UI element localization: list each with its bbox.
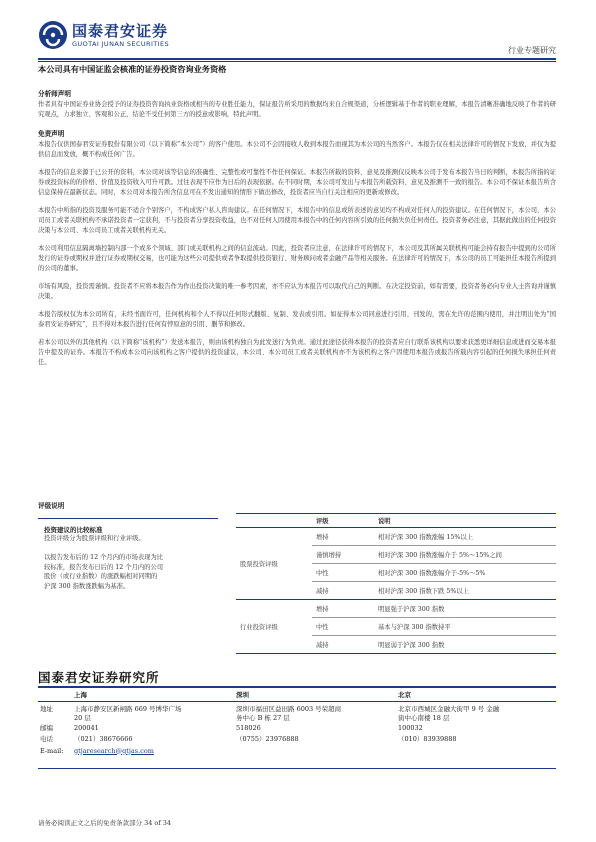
institute-title: 国泰君安证券研究所 bbox=[38, 670, 160, 685]
beijing-postcode: 100032 bbox=[398, 723, 423, 732]
analyst-statement-text: 作者具有中国证券业协会授予的证券投资咨询执业资格或相当的专业胜任能力，保证报告所采用的数据均来自合规渠道，分析逻辑基于作者的职业理解，本报告清晰准确地反映了作者的研究观点，力求独立、客观和公正，结论不受任何第三方的授意或影响，特此声明。 bbox=[38, 101, 556, 118]
shanghai-address bbox=[72, 701, 234, 724]
group-industry: 行业投资评级 bbox=[236, 600, 312, 654]
shanghai-postcode: 200041 bbox=[74, 723, 99, 732]
shenzhen-postcode: 518026 bbox=[236, 723, 261, 732]
office-contact-table bbox=[38, 688, 556, 756]
report-category: 行业专题研究 bbox=[508, 46, 556, 55]
postcode-row bbox=[38, 724, 556, 734]
table-row bbox=[236, 600, 556, 618]
header-divider-thin bbox=[38, 61, 556, 62]
logo-chinese-name: 国泰君安证券 bbox=[72, 21, 169, 40]
rating-desc: 明显强于沪深 300 指数 bbox=[374, 600, 556, 618]
rating-level: 增持 bbox=[312, 600, 374, 618]
email-cell bbox=[72, 745, 556, 757]
rating-level: 中性 bbox=[312, 618, 374, 636]
shanghai-address-line: 上海市静安区新闸路 669 号博华广场 bbox=[74, 704, 182, 713]
table-row bbox=[236, 528, 556, 546]
postcode-label: 邮编 bbox=[40, 723, 53, 732]
disclaimer-paragraph: 本报告版权仅为本公司所有，未经书面许可，任何机构和个人不得以任何形式翻版、复制、发表或引用。如征得本公司同意进行引用、刊发的，需在允许的范围内使用，并注明出处为“国泰君安证券研究”，且不得对本报告进行任何有悖原意的引用、删节和修改。 bbox=[38, 311, 556, 328]
beijing-address-line: 北京市西城区金融大街甲 9 号 金融 bbox=[398, 704, 500, 713]
benchmark-line bbox=[44, 544, 218, 554]
disclaimer-paragraph: 若本公司以外的其他机构（以下简称“该机构”）发送本报告，则由该机构独自为此发送行为负责。通过此途径获得本报告的投资者应自行联系该机构以要求获悉更详细信息或进而交易本报告中提及的证券。本报告不构成本公司向该机构之客户提供的投资建议，本公司、本公司员工或者关联机构亦不为该机构之客户因使用本报告或报告所载内容引起的任何损失承担任何责任。 bbox=[38, 339, 556, 366]
benchmark-title: 投资建议的比较标准 bbox=[44, 526, 103, 534]
page-footer: 请务必阅读正文之后的免责条款部分 34 of 34 bbox=[38, 819, 172, 827]
benchmark-line: 以报告发布后的 12 个月内的市场表现为比 bbox=[44, 554, 164, 561]
rating-level: 谨慎增持 bbox=[312, 546, 374, 564]
disclaimer-content bbox=[38, 82, 556, 376]
rating-level: 减持 bbox=[312, 636, 374, 654]
city-beijing: 北京 bbox=[396, 688, 556, 701]
group-stock: 股票投资评级 bbox=[236, 528, 312, 600]
benchmark-line: 较标准，报告发布日后的 12 个月内的公司 bbox=[44, 563, 164, 571]
beijing-address-line: 街中心南楼 18 层 bbox=[398, 714, 450, 722]
rating-desc: 相对沪深 300 指数涨幅 15%以上 bbox=[374, 528, 556, 546]
rating-level: 增持 bbox=[312, 528, 374, 546]
rating-level: 减持 bbox=[312, 582, 374, 600]
rating-desc: 相对沪深 300 指数涨幅介于 5%～15%之间 bbox=[374, 546, 556, 564]
rating-desc: 明显弱于沪深 300 指数 bbox=[374, 636, 556, 654]
beijing-phone: （010）83939888 bbox=[398, 735, 457, 743]
email-label: E-mail: bbox=[40, 746, 64, 755]
analyst-statement-title: 分析师声明 bbox=[38, 90, 71, 98]
rating-desc: 相对沪深 300 指数下跌 5%以上 bbox=[374, 582, 556, 600]
gtja-logo-icon bbox=[38, 20, 68, 50]
shanghai-phone: （021）38676666 bbox=[74, 735, 133, 743]
table-header-row bbox=[236, 514, 556, 528]
shenzhen-address-line: 深圳市福田区益田路 6003 号荣超商 bbox=[236, 704, 342, 713]
shenzhen-phone: （0755）23976888 bbox=[236, 735, 299, 743]
rating-desc: 相对沪深 300 指数涨幅介于-5%～5% bbox=[374, 564, 556, 582]
beijing-address bbox=[396, 701, 556, 724]
disclaimer-title: 免责声明 bbox=[38, 130, 65, 138]
disclaimer-paragraph: 市场有风险，投资需谨慎。投资者不应将本报告作为作出投资决策的唯一参考因素，亦不应认为本报告可以取代自己的判断。在决定投资前，如有需要，投资者务必向专业人士咨询并谨慎决策。 bbox=[38, 283, 556, 300]
rating-desc: 基本与沪深 300 指数持平 bbox=[374, 618, 556, 636]
office-header-blank bbox=[38, 688, 72, 701]
disclaimer-paragraph: 本报告仅供国泰君安证券股份有限公司（以下简称“本公司”）的客户使用。本公司不会因接收人收到本报告而视其为本公司的当然客户。本报告仅在相关法律许可的情况下发放，并仅为提供信息而发放，概不构成任何广告。 bbox=[38, 141, 556, 158]
page-header bbox=[38, 20, 556, 58]
table-header-group bbox=[236, 514, 312, 528]
benchmark-line: 股价（或行业指数）的涨跌幅相对同期的 bbox=[44, 573, 158, 580]
city-shanghai: 上海 bbox=[72, 688, 234, 701]
disclaimer-paragraph: 本公司利用信息隔离墙控制内部一个或多个领域、部门或关联机构之间的信息流动。因此，投资者应注意，在法律许可的情况下，本公司及其所属关联机构可能会持有报告中提到的公司所发行的证券或期权并进行证券或期权交易，也可能为这些公司提供或者争取提供投资银行、财务顾问或者金融产品等相关服务。在法律许可的情况下，本公司的员工可能担任本报告所提到的公司的董事。 bbox=[38, 245, 556, 272]
rating-benchmark-box bbox=[38, 518, 218, 658]
page-title: 本公司具有中国证监会核准的证券投资咨询业务资格 bbox=[38, 64, 227, 74]
company-logo bbox=[38, 20, 169, 50]
header-divider bbox=[38, 58, 556, 60]
phone-row bbox=[38, 733, 556, 745]
table-header-desc: 说明 bbox=[374, 514, 556, 528]
office-table-bottom-line bbox=[38, 768, 556, 769]
address-row bbox=[38, 701, 556, 724]
disclaimer-paragraph: 本报告的信息来源于已公开的资料，本公司对该等信息的准确性、完整性或可靠性不作任何保证。本报告所载的资料、意见及推测仅反映本公司于发布本报告当日的判断，本报告所指的证券或投资标的的价格、价值及投资收入可升可跌。过往表现不应作为日后的表现依据。在不同时期，本公司可发出与本报告所载资料、意见及推测不一致的报告。本公司不保证本报告所含信息保持在最新状态。同时，本公司对本报告所含信息可在不发出通知的情形下做出修改，投资者应当自行关注相应的更新或修改。 bbox=[38, 169, 556, 196]
address-label: 地址 bbox=[40, 704, 53, 713]
phone-label: 电话 bbox=[40, 735, 53, 743]
email-row bbox=[38, 745, 556, 757]
benchmark-line: 投资评级分为股票评级和行业评级。 bbox=[44, 535, 145, 542]
office-header-row bbox=[38, 688, 556, 701]
rating-section-title: 评级说明 bbox=[38, 502, 65, 510]
shanghai-address-line: 20 层 bbox=[74, 714, 91, 722]
rating-table bbox=[236, 513, 556, 654]
disclaimer-paragraph: 本报告中所指的投资及服务可能不适合个别客户，不构成客户私人咨询建议。在任何情况下，本报告中的信息或所表述的意见均不构成对任何人的投资建议。在任何情况下，本公司、本公司员工或者关联机构不承诺投资者一定获利，不与投资者分享投资收益，也不对任何人因使用本报告中的任何内容所引致的任何损失负任何责任。投资者务必注意，其据此做出的任何投资决策与本公司、本公司员工或者关联机构无关。 bbox=[38, 207, 556, 234]
table-header-rating: 评级 bbox=[312, 514, 374, 528]
logo-english-name: GUOTAI JUNAN SECURITIES bbox=[72, 39, 170, 48]
benchmark-line: 沪深 300 指数涨跌幅为基准。 bbox=[44, 582, 130, 590]
shenzhen-address-line: 务中心 B 栋 27 层 bbox=[236, 714, 290, 722]
city-shenzhen: 深圳 bbox=[234, 688, 396, 701]
email-link[interactable]: gtjaresearch@gtjas.com bbox=[74, 746, 154, 755]
shenzhen-address bbox=[234, 701, 396, 724]
rating-level: 中性 bbox=[312, 564, 374, 582]
